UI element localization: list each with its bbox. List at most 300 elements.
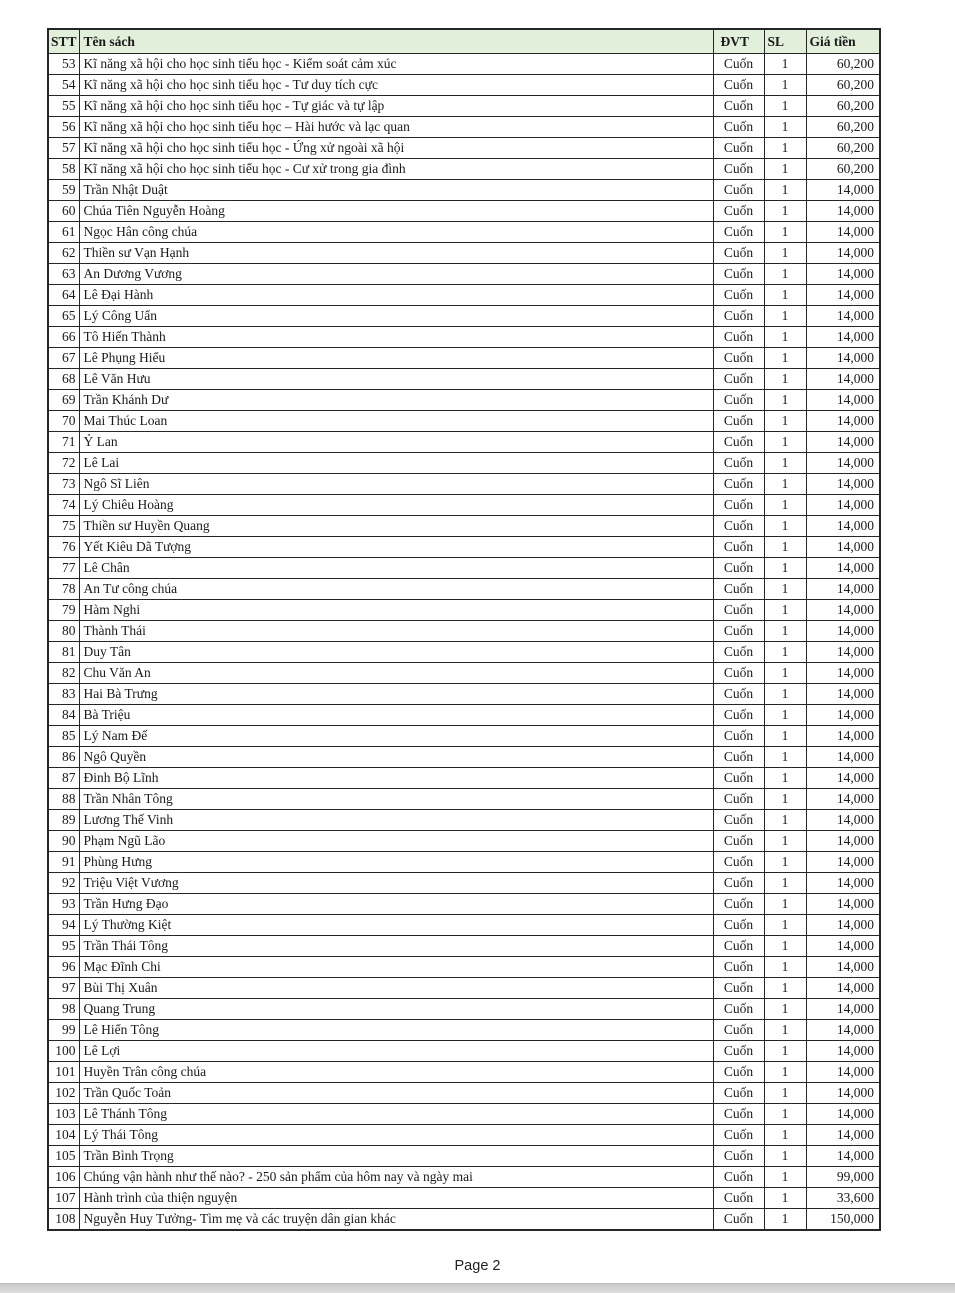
cell-qty: 1: [764, 852, 806, 873]
cell-unit: Cuốn: [713, 852, 764, 873]
cell-price: 14,000: [806, 579, 880, 600]
cell-stt: 63: [48, 264, 79, 285]
cell-price: 14,000: [806, 432, 880, 453]
cell-stt: 90: [48, 831, 79, 852]
cell-unit: Cuốn: [713, 369, 764, 390]
cell-stt: 80: [48, 621, 79, 642]
cell-stt: 54: [48, 75, 79, 96]
cell-title: Lý Thường Kiệt: [79, 915, 713, 936]
cell-unit: Cuốn: [713, 915, 764, 936]
cell-qty: 1: [764, 957, 806, 978]
cell-stt: 64: [48, 285, 79, 306]
table-row: [48, 726, 880, 747]
cell-price: 14,000: [806, 327, 880, 348]
cell-price: 14,000: [806, 915, 880, 936]
cell-title: Trần Quốc Toản: [79, 1083, 713, 1104]
cell-price: 14,000: [806, 1083, 880, 1104]
cell-stt: 74: [48, 495, 79, 516]
cell-stt: 88: [48, 789, 79, 810]
table-row: [48, 390, 880, 411]
cell-title: Kĩ năng xã hội cho học sinh tiểu học - Cư xử trong gia đình: [79, 159, 713, 180]
cell-unit: Cuốn: [713, 432, 764, 453]
cell-stt: 93: [48, 894, 79, 915]
cell-qty: 1: [764, 789, 806, 810]
cell-title: Mạc Đĩnh Chi: [79, 957, 713, 978]
cell-title: Trần Bình Trọng: [79, 1146, 713, 1167]
cell-price: 14,000: [806, 516, 880, 537]
cell-qty: 1: [764, 495, 806, 516]
cell-unit: Cuốn: [713, 1020, 764, 1041]
cell-qty: 1: [764, 75, 806, 96]
cell-title: Tô Hiến Thành: [79, 327, 713, 348]
cell-price: 14,000: [806, 999, 880, 1020]
cell-title: Thành Thái: [79, 621, 713, 642]
cell-qty: 1: [764, 810, 806, 831]
cell-unit: Cuốn: [713, 159, 764, 180]
cell-unit: Cuốn: [713, 327, 764, 348]
cell-unit: Cuốn: [713, 495, 764, 516]
cell-qty: 1: [764, 579, 806, 600]
table-row: [48, 621, 880, 642]
cell-stt: 106: [48, 1167, 79, 1188]
column-header-price: Giá tiền: [806, 29, 880, 54]
table-row: [48, 642, 880, 663]
cell-stt: 103: [48, 1104, 79, 1125]
cell-unit: Cuốn: [713, 537, 764, 558]
cell-qty: 1: [764, 1020, 806, 1041]
cell-qty: 1: [764, 285, 806, 306]
cell-unit: Cuốn: [713, 999, 764, 1020]
table-row: [48, 369, 880, 390]
cell-title: Đinh Bộ Lĩnh: [79, 768, 713, 789]
table-row: [48, 978, 880, 999]
table-row: [48, 1020, 880, 1041]
cell-qty: 1: [764, 1125, 806, 1146]
table-row: [48, 516, 880, 537]
cell-unit: Cuốn: [713, 180, 764, 201]
cell-title: Trần Nhật Duật: [79, 180, 713, 201]
cell-stt: 92: [48, 873, 79, 894]
cell-qty: 1: [764, 831, 806, 852]
cell-unit: Cuốn: [713, 1062, 764, 1083]
cell-qty: 1: [764, 54, 806, 75]
cell-stt: 85: [48, 726, 79, 747]
cell-stt: 59: [48, 180, 79, 201]
cell-unit: Cuốn: [713, 117, 764, 138]
table-row: [48, 705, 880, 726]
cell-qty: 1: [764, 915, 806, 936]
table-row: [48, 159, 880, 180]
cell-title: Lê Lợi: [79, 1041, 713, 1062]
cell-title: Kĩ năng xã hội cho học sinh tiểu học - Ứng xử ngoài xã hội: [79, 138, 713, 159]
cell-unit: Cuốn: [713, 54, 764, 75]
cell-stt: 99: [48, 1020, 79, 1041]
cell-unit: Cuốn: [713, 306, 764, 327]
cell-price: 14,000: [806, 873, 880, 894]
cell-qty: 1: [764, 348, 806, 369]
cell-price: 14,000: [806, 663, 880, 684]
cell-qty: 1: [764, 936, 806, 957]
cell-price: 14,000: [806, 621, 880, 642]
cell-unit: Cuốn: [713, 1041, 764, 1062]
table-row: [48, 327, 880, 348]
cell-title: Trần Nhân Tông: [79, 789, 713, 810]
table-row: [48, 306, 880, 327]
cell-title: Lê Đại Hành: [79, 285, 713, 306]
cell-price: 60,200: [806, 75, 880, 96]
cell-qty: 1: [764, 453, 806, 474]
table-row: [48, 810, 880, 831]
cell-unit: Cuốn: [713, 789, 764, 810]
table-row: [48, 1104, 880, 1125]
cell-qty: 1: [764, 159, 806, 180]
table-row: [48, 222, 880, 243]
cell-price: 60,200: [806, 138, 880, 159]
cell-stt: 65: [48, 306, 79, 327]
table-row: [48, 180, 880, 201]
cell-price: 14,000: [806, 600, 880, 621]
cell-title: Lê Văn Hưu: [79, 369, 713, 390]
table-row: [48, 432, 880, 453]
cell-price: 14,000: [806, 705, 880, 726]
cell-qty: 1: [764, 1104, 806, 1125]
cell-title: Lê Chân: [79, 558, 713, 579]
cell-stt: 76: [48, 537, 79, 558]
cell-stt: 67: [48, 348, 79, 369]
cell-title: Lê Thánh Tông: [79, 1104, 713, 1125]
cell-qty: 1: [764, 600, 806, 621]
table-row: [48, 117, 880, 138]
cell-qty: 1: [764, 117, 806, 138]
cell-stt: 58: [48, 159, 79, 180]
cell-stt: 68: [48, 369, 79, 390]
cell-unit: Cuốn: [713, 264, 764, 285]
table-row: [48, 1125, 880, 1146]
cell-stt: 79: [48, 600, 79, 621]
cell-qty: 1: [764, 390, 806, 411]
cell-title: Thiền sư Vạn Hạnh: [79, 243, 713, 264]
cell-qty: 1: [764, 1167, 806, 1188]
cell-unit: Cuốn: [713, 1146, 764, 1167]
cell-stt: 70: [48, 411, 79, 432]
cell-unit: Cuốn: [713, 726, 764, 747]
cell-qty: 1: [764, 243, 806, 264]
cell-qty: 1: [764, 558, 806, 579]
table-row: [48, 579, 880, 600]
cell-qty: 1: [764, 537, 806, 558]
cell-qty: 1: [764, 1041, 806, 1062]
cell-title: Trần Khánh Dư: [79, 390, 713, 411]
cell-price: 14,000: [806, 537, 880, 558]
cell-qty: 1: [764, 621, 806, 642]
cell-qty: 1: [764, 474, 806, 495]
cell-title: Yết Kiêu Dã Tượng: [79, 537, 713, 558]
window-bottom-edge: [0, 1283, 955, 1293]
table-row: [48, 201, 880, 222]
table-row: [48, 747, 880, 768]
cell-qty: 1: [764, 894, 806, 915]
cell-unit: Cuốn: [713, 1188, 764, 1209]
cell-title: Chúng vận hành như thế nào? - 250 sản phẩm của hôm nay và ngày mai: [79, 1167, 713, 1188]
cell-stt: 78: [48, 579, 79, 600]
table-row: [48, 474, 880, 495]
cell-price: 14,000: [806, 642, 880, 663]
table-row: [48, 999, 880, 1020]
cell-title: Phạm Ngũ Lão: [79, 831, 713, 852]
table-row: [48, 411, 880, 432]
table-row: [48, 243, 880, 264]
table-row: [48, 1146, 880, 1167]
cell-unit: Cuốn: [713, 222, 764, 243]
cell-title: Lê Lai: [79, 453, 713, 474]
cell-stt: 87: [48, 768, 79, 789]
cell-qty: 1: [764, 663, 806, 684]
table-row: [48, 285, 880, 306]
cell-qty: 1: [764, 411, 806, 432]
cell-stt: 101: [48, 1062, 79, 1083]
cell-stt: 82: [48, 663, 79, 684]
column-header-qty: SL: [764, 29, 806, 54]
cell-title: Lê Hiển Tông: [79, 1020, 713, 1041]
cell-price: 14,000: [806, 894, 880, 915]
cell-unit: Cuốn: [713, 474, 764, 495]
cell-unit: Cuốn: [713, 600, 764, 621]
cell-stt: 107: [48, 1188, 79, 1209]
cell-title: Ỷ Lan: [79, 432, 713, 453]
cell-price: 14,000: [806, 453, 880, 474]
cell-price: 14,000: [806, 285, 880, 306]
cell-unit: Cuốn: [713, 642, 764, 663]
cell-price: 150,000: [806, 1209, 880, 1231]
cell-unit: Cuốn: [713, 705, 764, 726]
cell-price: 60,200: [806, 117, 880, 138]
cell-title: Hai Bà Trưng: [79, 684, 713, 705]
cell-unit: Cuốn: [713, 390, 764, 411]
cell-unit: Cuốn: [713, 768, 764, 789]
cell-price: 14,000: [806, 306, 880, 327]
table-row: [48, 894, 880, 915]
cell-price: 14,000: [806, 474, 880, 495]
cell-stt: 86: [48, 747, 79, 768]
cell-stt: 72: [48, 453, 79, 474]
cell-title: Lý Nam Đế: [79, 726, 713, 747]
table-row: [48, 1209, 880, 1231]
table-row: [48, 831, 880, 852]
cell-qty: 1: [764, 873, 806, 894]
cell-unit: Cuốn: [713, 747, 764, 768]
cell-title: An Dương Vương: [79, 264, 713, 285]
cell-unit: Cuốn: [713, 957, 764, 978]
cell-qty: 1: [764, 264, 806, 285]
cell-qty: 1: [764, 180, 806, 201]
cell-stt: 105: [48, 1146, 79, 1167]
cell-stt: 75: [48, 516, 79, 537]
cell-qty: 1: [764, 222, 806, 243]
cell-stt: 55: [48, 96, 79, 117]
table-row: [48, 138, 880, 159]
column-header-unit: ĐVT: [713, 29, 764, 54]
cell-stt: 96: [48, 957, 79, 978]
cell-qty: 1: [764, 306, 806, 327]
cell-stt: 71: [48, 432, 79, 453]
cell-unit: Cuốn: [713, 138, 764, 159]
cell-qty: 1: [764, 978, 806, 999]
cell-qty: 1: [764, 642, 806, 663]
table-row: [48, 768, 880, 789]
cell-stt: 57: [48, 138, 79, 159]
cell-qty: 1: [764, 684, 806, 705]
cell-price: 14,000: [806, 1125, 880, 1146]
cell-price: 99,000: [806, 1167, 880, 1188]
cell-stt: 108: [48, 1209, 79, 1231]
table-row: [48, 537, 880, 558]
cell-title: Hành trình của thiện nguyện: [79, 1188, 713, 1209]
cell-title: Trần Hưng Đạo: [79, 894, 713, 915]
table-row: [48, 348, 880, 369]
cell-qty: 1: [764, 369, 806, 390]
cell-price: 14,000: [806, 1020, 880, 1041]
cell-price: 60,200: [806, 159, 880, 180]
cell-unit: Cuốn: [713, 453, 764, 474]
cell-unit: Cuốn: [713, 1209, 764, 1231]
cell-unit: Cuốn: [713, 201, 764, 222]
cell-stt: 62: [48, 243, 79, 264]
book-table-body: [48, 54, 880, 1231]
cell-qty: 1: [764, 705, 806, 726]
cell-title: Lý Chiêu Hoàng: [79, 495, 713, 516]
cell-unit: Cuốn: [713, 75, 764, 96]
table-row: [48, 684, 880, 705]
cell-price: 14,000: [806, 936, 880, 957]
cell-unit: Cuốn: [713, 558, 764, 579]
cell-price: 14,000: [806, 180, 880, 201]
book-list-table: [47, 28, 881, 1231]
cell-price: 14,000: [806, 957, 880, 978]
cell-title: Mai Thúc Loan: [79, 411, 713, 432]
cell-title: Huyền Trân công chúa: [79, 1062, 713, 1083]
cell-qty: 1: [764, 768, 806, 789]
cell-unit: Cuốn: [713, 348, 764, 369]
cell-qty: 1: [764, 1062, 806, 1083]
cell-unit: Cuốn: [713, 978, 764, 999]
cell-unit: Cuốn: [713, 1167, 764, 1188]
cell-stt: 98: [48, 999, 79, 1020]
cell-stt: 104: [48, 1125, 79, 1146]
cell-stt: 81: [48, 642, 79, 663]
table-row: [48, 1083, 880, 1104]
cell-title: Trần Thái Tông: [79, 936, 713, 957]
cell-qty: 1: [764, 432, 806, 453]
cell-price: 14,000: [806, 558, 880, 579]
cell-price: 14,000: [806, 1104, 880, 1125]
cell-qty: 1: [764, 1083, 806, 1104]
cell-unit: Cuốn: [713, 516, 764, 537]
table-row: [48, 1188, 880, 1209]
cell-unit: Cuốn: [713, 579, 764, 600]
cell-price: 14,000: [806, 495, 880, 516]
cell-qty: 1: [764, 327, 806, 348]
cell-unit: Cuốn: [713, 1125, 764, 1146]
cell-title: Chúa Tiên Nguyễn Hoàng: [79, 201, 713, 222]
table-row: [48, 852, 880, 873]
cell-stt: 102: [48, 1083, 79, 1104]
cell-price: 14,000: [806, 243, 880, 264]
cell-unit: Cuốn: [713, 1104, 764, 1125]
page-number-label: Page 2: [454, 1258, 501, 1274]
cell-unit: Cuốn: [713, 936, 764, 957]
cell-title: Thiền sư Huyền Quang: [79, 516, 713, 537]
cell-qty: 1: [764, 1209, 806, 1231]
table-row: [48, 96, 880, 117]
cell-qty: 1: [764, 516, 806, 537]
cell-price: 14,000: [806, 411, 880, 432]
cell-price: 14,000: [806, 831, 880, 852]
cell-price: 14,000: [806, 978, 880, 999]
cell-unit: Cuốn: [713, 1083, 764, 1104]
cell-stt: 97: [48, 978, 79, 999]
cell-price: 14,000: [806, 390, 880, 411]
cell-price: 14,000: [806, 1041, 880, 1062]
table-row: [48, 264, 880, 285]
table-row: [48, 1062, 880, 1083]
cell-qty: 1: [764, 201, 806, 222]
table-row: [48, 1041, 880, 1062]
cell-stt: 53: [48, 54, 79, 75]
table-row: [48, 789, 880, 810]
cell-title: Ngọc Hân công chúa: [79, 222, 713, 243]
cell-price: 60,200: [806, 96, 880, 117]
cell-price: 14,000: [806, 768, 880, 789]
table-row: [48, 663, 880, 684]
cell-title: Hàm Nghi: [79, 600, 713, 621]
table-row: [48, 495, 880, 516]
cell-title: Lý Công Uẩn: [79, 306, 713, 327]
cell-stt: 77: [48, 558, 79, 579]
cell-stt: 94: [48, 915, 79, 936]
cell-stt: 69: [48, 390, 79, 411]
cell-stt: 66: [48, 327, 79, 348]
cell-unit: Cuốn: [713, 894, 764, 915]
cell-price: 14,000: [806, 348, 880, 369]
cell-price: 14,000: [806, 201, 880, 222]
cell-qty: 1: [764, 138, 806, 159]
cell-price: 14,000: [806, 264, 880, 285]
cell-unit: Cuốn: [713, 411, 764, 432]
cell-price: 14,000: [806, 222, 880, 243]
cell-title: Phùng Hưng: [79, 852, 713, 873]
cell-unit: Cuốn: [713, 285, 764, 306]
cell-stt: 100: [48, 1041, 79, 1062]
cell-qty: 1: [764, 96, 806, 117]
cell-title: Kĩ năng xã hội cho học sinh tiểu học - Kiểm soát cảm xúc: [79, 54, 713, 75]
cell-stt: 89: [48, 810, 79, 831]
cell-unit: Cuốn: [713, 663, 764, 684]
column-header-stt: STT: [48, 29, 79, 54]
cell-stt: 83: [48, 684, 79, 705]
cell-price: 14,000: [806, 747, 880, 768]
table-header-row: [48, 29, 880, 54]
table-row: [48, 453, 880, 474]
cell-title: Lý Thái Tông: [79, 1125, 713, 1146]
cell-title: Nguyễn Huy Tưởng- Tìm mẹ và các truyện dân gian khác: [79, 1209, 713, 1231]
table-row: [48, 54, 880, 75]
cell-price: 14,000: [806, 726, 880, 747]
cell-price: 14,000: [806, 789, 880, 810]
cell-title: An Tư công chúa: [79, 579, 713, 600]
cell-stt: 56: [48, 117, 79, 138]
cell-price: 60,200: [806, 54, 880, 75]
cell-title: Bà Triệu: [79, 705, 713, 726]
